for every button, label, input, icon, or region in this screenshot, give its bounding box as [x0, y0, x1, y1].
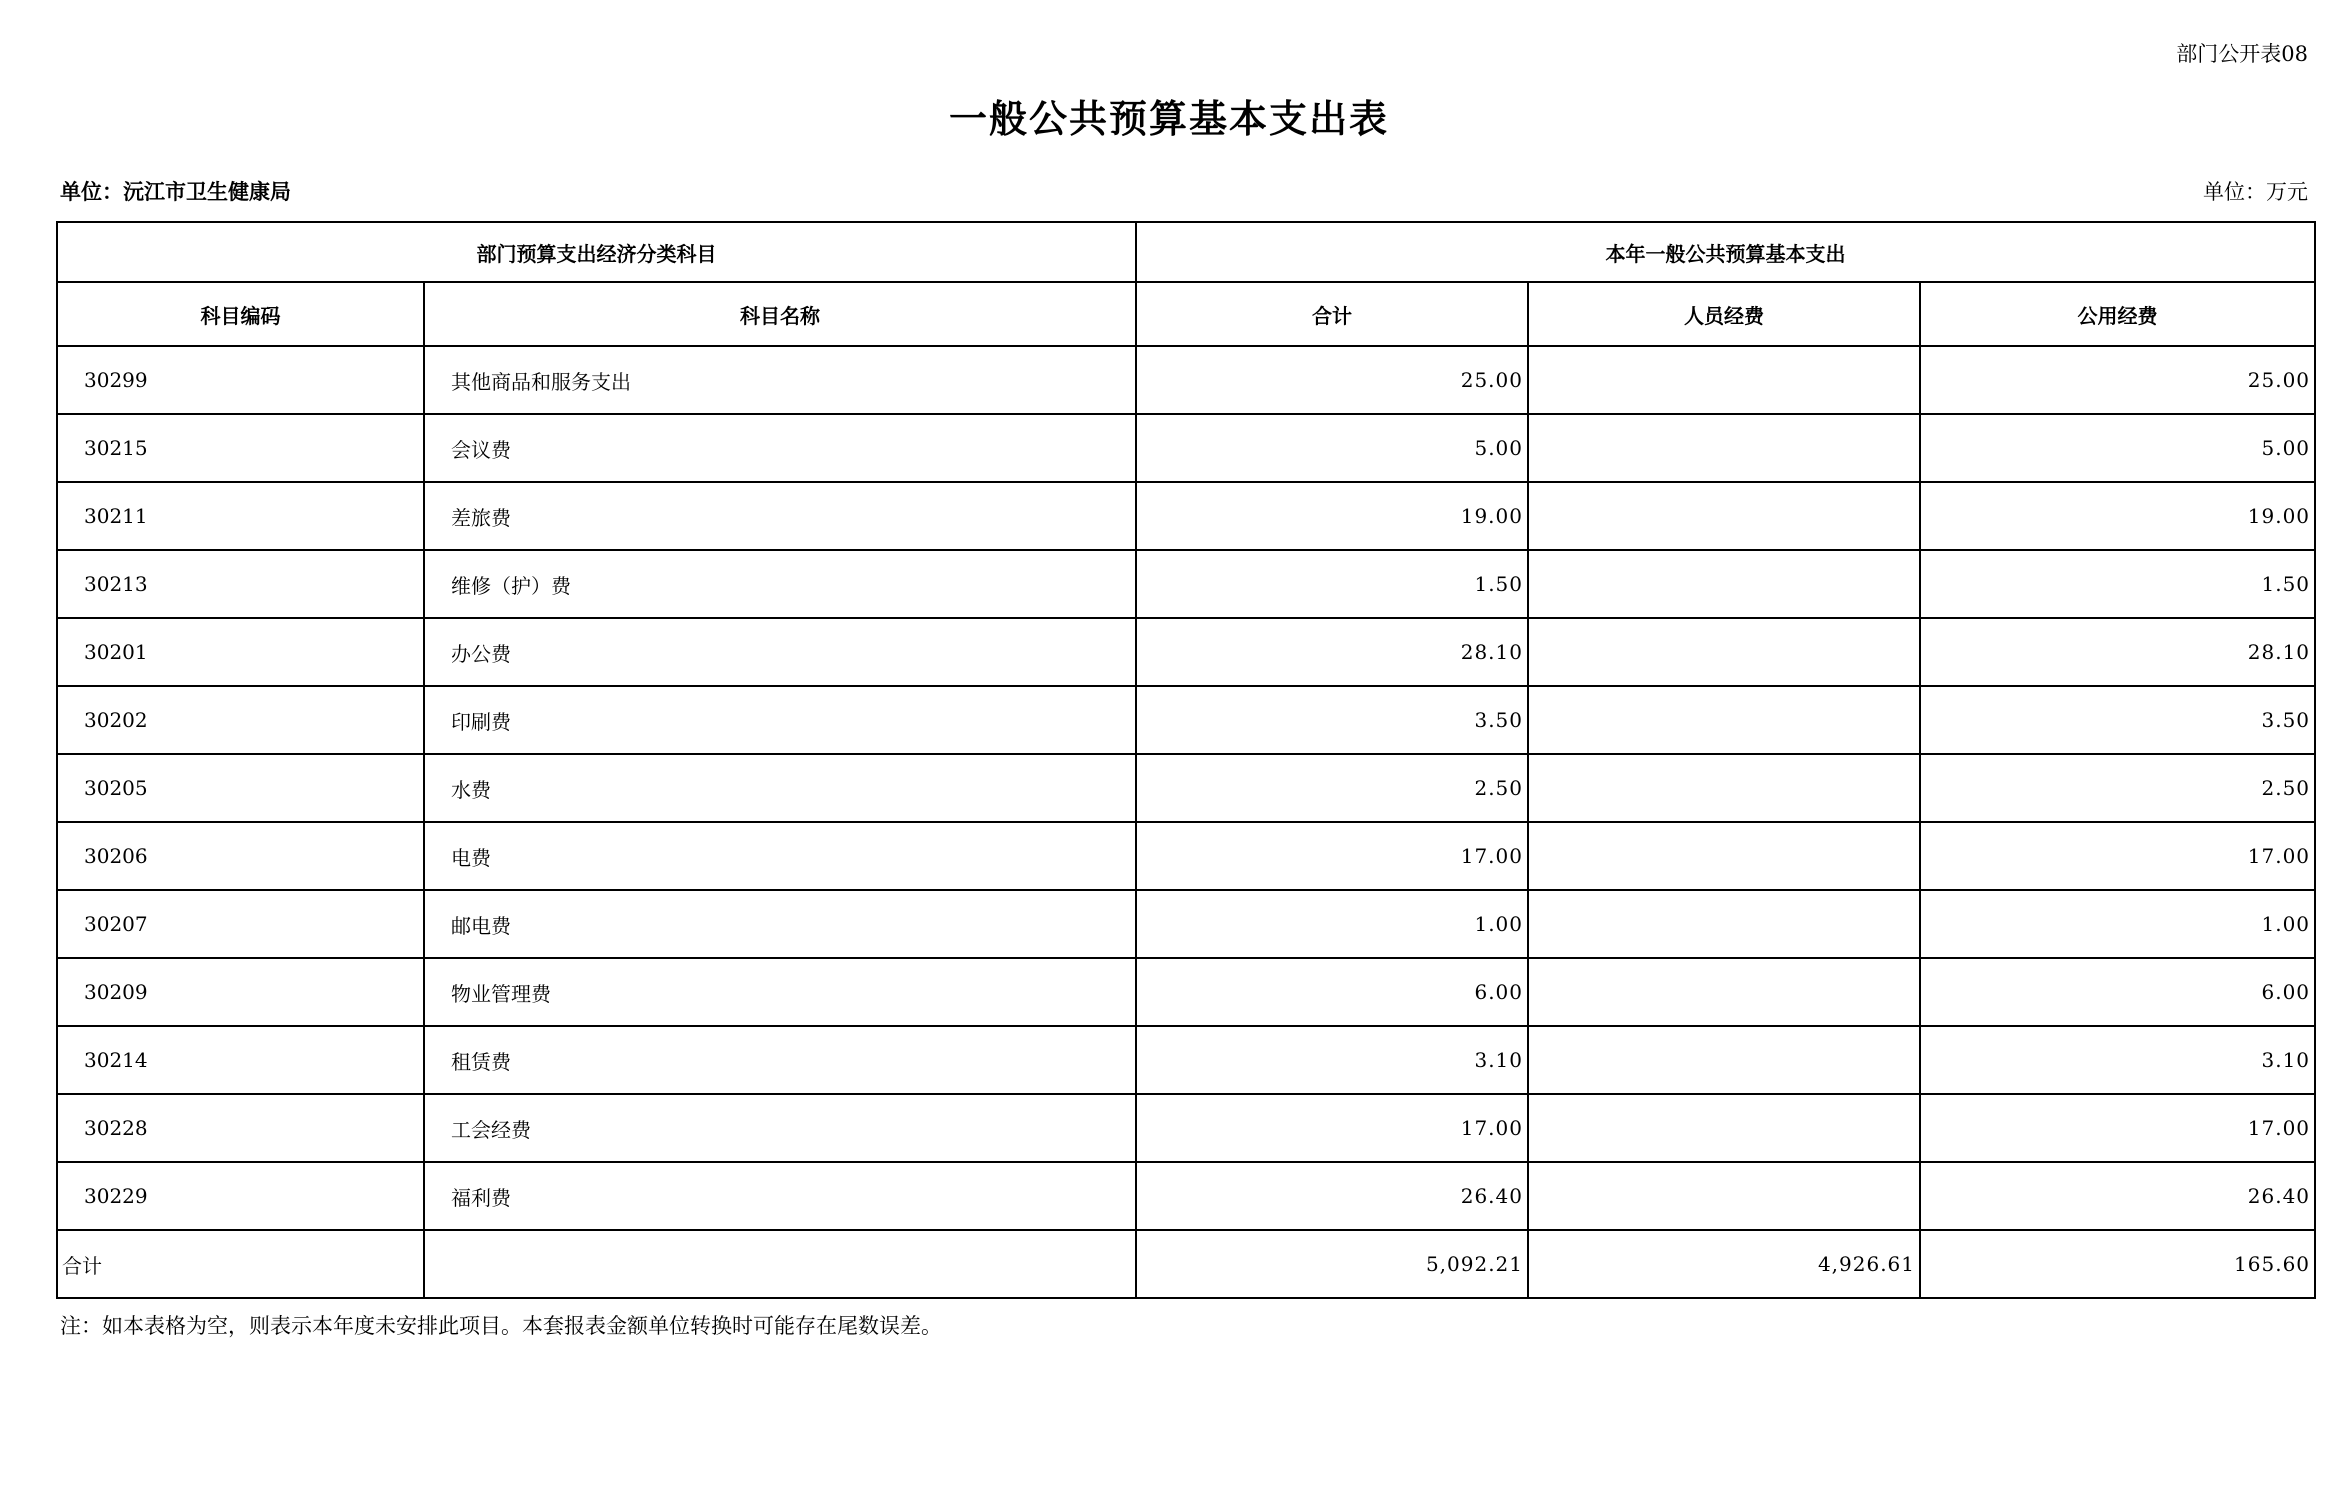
group-header-classification: 部门预算支出经济分类科目 [57, 222, 1136, 282]
row-personnel [1528, 1026, 1920, 1094]
row-personnel [1528, 618, 1920, 686]
row-code: 30209 [57, 958, 424, 1026]
table-row [57, 890, 2315, 958]
row-total: 25.00 [1136, 346, 1528, 414]
row-code: 30214 [57, 1026, 424, 1094]
row-personnel [1528, 754, 1920, 822]
row-total: 3.10 [1136, 1026, 1528, 1094]
row-total: 28.10 [1136, 618, 1528, 686]
row-public: 3.10 [1920, 1026, 2315, 1094]
table-row [57, 958, 2315, 1026]
row-public: 2.50 [1920, 754, 2315, 822]
row-personnel [1528, 958, 1920, 1026]
row-code: 30202 [57, 686, 424, 754]
row-code: 30206 [57, 822, 424, 890]
row-public: 28.10 [1920, 618, 2315, 686]
unit-department: 单位：沅江市卫生健康局 [60, 179, 291, 204]
table-row [57, 618, 2315, 686]
table-row [57, 1094, 2315, 1162]
row-total: 17.00 [1136, 822, 1528, 890]
row-code: 30228 [57, 1094, 424, 1162]
row-public: 26.40 [1920, 1162, 2315, 1230]
row-code: 30201 [57, 618, 424, 686]
row-public: 17.00 [1920, 822, 2315, 890]
row-total: 6.00 [1136, 958, 1528, 1026]
table-row [57, 686, 2315, 754]
row-code: 30207 [57, 890, 424, 958]
summary-name [424, 1230, 1136, 1298]
footnote: 注：如本表格为空，则表示本年度未安排此项目。本套报表金额单位转换时可能存在尾数误差。 [60, 1314, 942, 1338]
row-name: 邮电费 [424, 890, 1136, 958]
row-public: 1.00 [1920, 890, 2315, 958]
row-personnel [1528, 346, 1920, 414]
row-code: 30229 [57, 1162, 424, 1230]
row-personnel [1528, 1162, 1920, 1230]
page-title: 一般公共预算基本支出表 [948, 96, 1389, 141]
row-name: 其他商品和服务支出 [424, 346, 1136, 414]
row-public: 5.00 [1920, 414, 2315, 482]
column-header-public: 公用经费 [1920, 282, 2315, 346]
table-row [57, 822, 2315, 890]
table-row [57, 1162, 2315, 1230]
row-code: 30215 [57, 414, 424, 482]
table-row [57, 346, 2315, 414]
row-name: 工会经费 [424, 1094, 1136, 1162]
table-row [57, 754, 2315, 822]
summary-personnel: 4,926.61 [1528, 1230, 1920, 1298]
row-code: 30299 [57, 346, 424, 414]
row-total: 1.50 [1136, 550, 1528, 618]
table-row [57, 482, 2315, 550]
column-header-personnel: 人员经费 [1528, 282, 1920, 346]
row-personnel [1528, 550, 1920, 618]
row-public: 17.00 [1920, 1094, 2315, 1162]
unit-currency: 单位：万元 [2203, 180, 2308, 204]
row-public: 1.50 [1920, 550, 2315, 618]
table-row [57, 550, 2315, 618]
row-code: 30213 [57, 550, 424, 618]
table-row [57, 414, 2315, 482]
row-public: 3.50 [1920, 686, 2315, 754]
table-body [57, 346, 2315, 1298]
row-name: 福利费 [424, 1162, 1136, 1230]
row-name: 差旅费 [424, 482, 1136, 550]
row-total: 3.50 [1136, 686, 1528, 754]
row-personnel [1528, 414, 1920, 482]
row-personnel [1528, 482, 1920, 550]
column-header-total: 合计 [1136, 282, 1528, 346]
row-name: 会议费 [424, 414, 1136, 482]
row-total: 17.00 [1136, 1094, 1528, 1162]
group-header-expenditure: 本年一般公共预算基本支出 [1136, 222, 2315, 282]
row-public: 25.00 [1920, 346, 2315, 414]
row-name: 印刷费 [424, 686, 1136, 754]
summary-total: 5,092.21 [1136, 1230, 1528, 1298]
summary-public: 165.60 [1920, 1230, 2315, 1298]
row-name: 维修（护）费 [424, 550, 1136, 618]
row-public: 6.00 [1920, 958, 2315, 1026]
row-name: 租赁费 [424, 1026, 1136, 1094]
table-row [57, 1026, 2315, 1094]
row-public: 19.00 [1920, 482, 2315, 550]
row-name: 电费 [424, 822, 1136, 890]
row-total: 26.40 [1136, 1162, 1528, 1230]
row-personnel [1528, 1094, 1920, 1162]
row-name: 水费 [424, 754, 1136, 822]
row-name: 物业管理费 [424, 958, 1136, 1026]
column-header-name: 科目名称 [424, 282, 1136, 346]
summary-label: 合计 [57, 1230, 424, 1298]
row-personnel [1528, 890, 1920, 958]
form-code: 部门公开表08 [2176, 42, 2308, 66]
row-personnel [1528, 822, 1920, 890]
row-total: 1.00 [1136, 890, 1528, 958]
row-personnel [1528, 686, 1920, 754]
summary-row [57, 1230, 2315, 1298]
budget-table [56, 221, 2316, 1299]
row-total: 2.50 [1136, 754, 1528, 822]
row-code: 30205 [57, 754, 424, 822]
row-total: 5.00 [1136, 414, 1528, 482]
row-total: 19.00 [1136, 482, 1528, 550]
row-code: 30211 [57, 482, 424, 550]
column-header-code: 科目编码 [57, 282, 424, 346]
row-name: 办公费 [424, 618, 1136, 686]
